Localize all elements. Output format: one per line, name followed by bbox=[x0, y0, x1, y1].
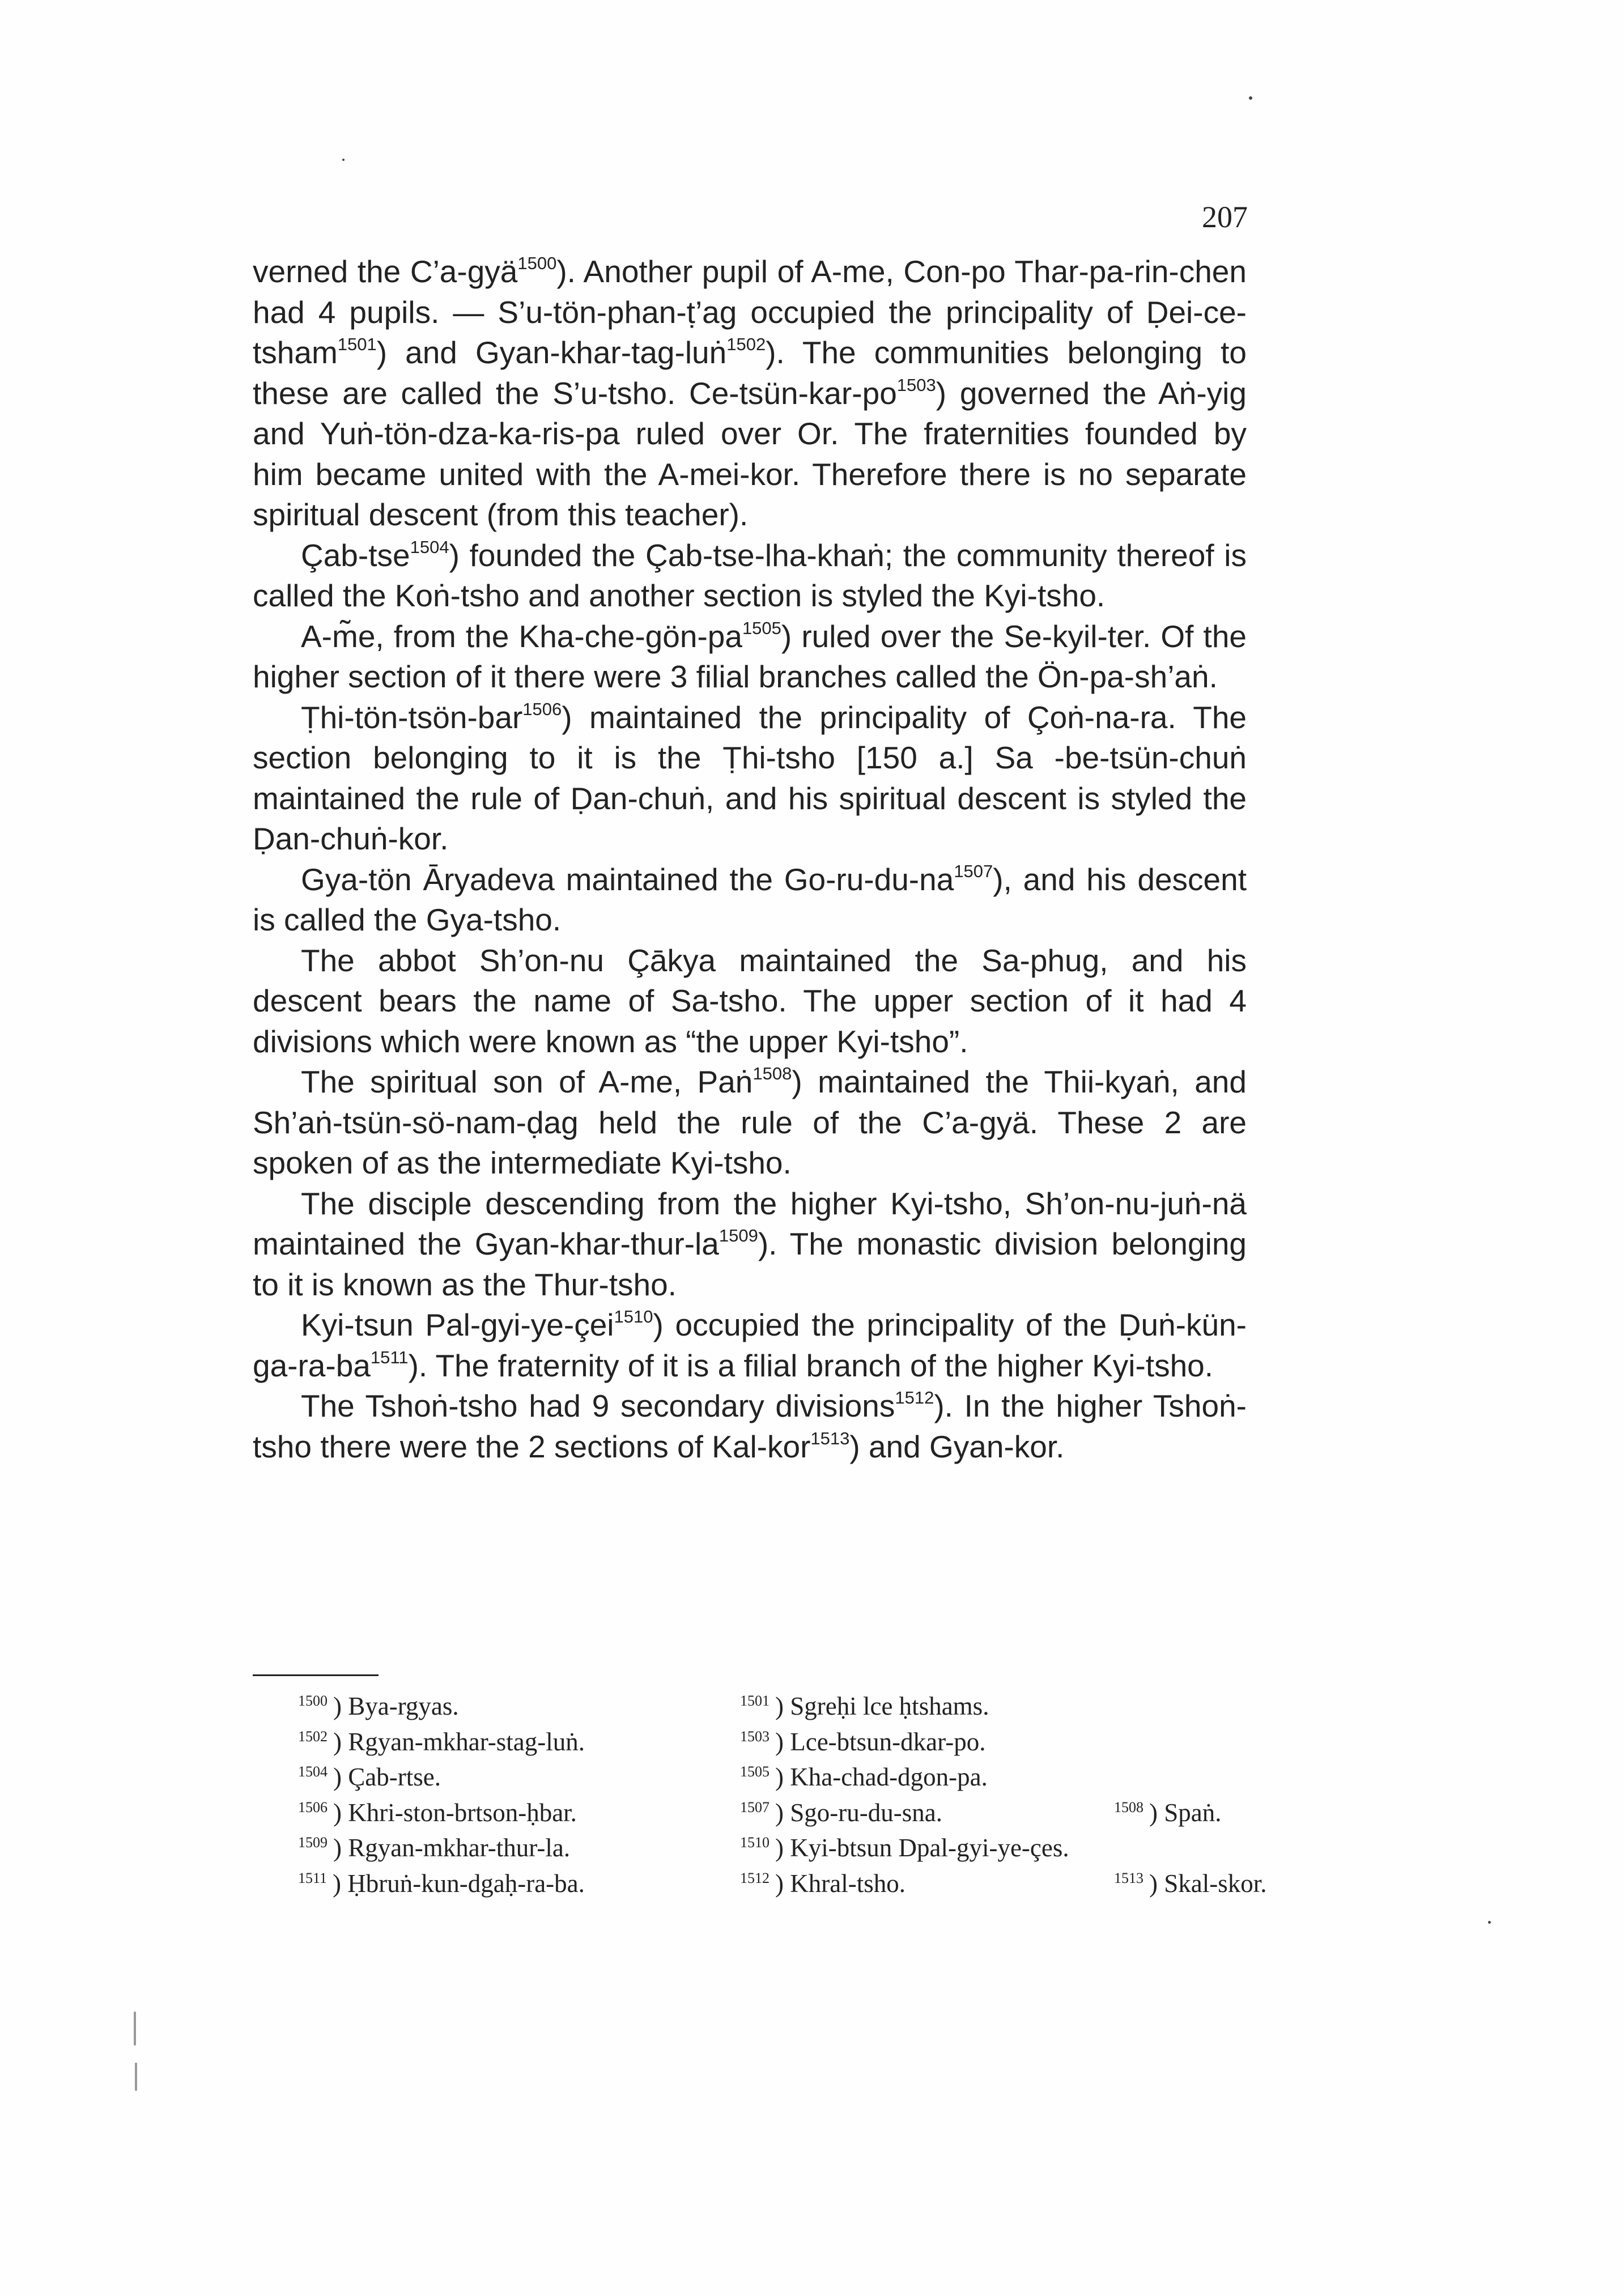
text-segment: ). The monastic division belonging to it is known as the Thur-tsho. bbox=[253, 1226, 1247, 1302]
text-segment: Çab-tse bbox=[301, 537, 410, 573]
footnote-number: 1501 bbox=[740, 1693, 770, 1709]
text-segment: The abbot Sh’on-nu Çākya maintained the Sa-phug, and his descent bears the name of Sa-tsho. The upper section of it had 4 divisions which were known as “the upper Kyi-tsho”. bbox=[253, 942, 1247, 1059]
footnote-text: Ḥbruṅ-kun-dgaḥ-ra-ba. bbox=[347, 1869, 585, 1898]
footnote-paren: ) bbox=[1149, 1869, 1164, 1898]
paragraph bbox=[253, 535, 1247, 616]
footnote bbox=[298, 1759, 740, 1795]
paragraph bbox=[253, 698, 1247, 860]
page-number: 207 bbox=[1202, 200, 1248, 234]
footnote-marker: 1509 bbox=[719, 1226, 758, 1245]
footnote-text: Khri-ston-brtson-ḥbar. bbox=[348, 1798, 577, 1827]
paragraph bbox=[253, 616, 1247, 698]
footnote-paren: ) bbox=[775, 1869, 790, 1898]
text-segment: verned the C’a-gyä bbox=[253, 254, 518, 289]
footnote-divider bbox=[253, 1674, 379, 1676]
footnote-text: Sgreḥi lce ḥtshams. bbox=[790, 1692, 989, 1720]
footnote-number: 1513 bbox=[1114, 1869, 1143, 1886]
footnote-text: Kha-chad-dgon-pa. bbox=[790, 1763, 988, 1791]
footnote-number: 1508 bbox=[1114, 1798, 1143, 1815]
footnote-paren: ) bbox=[333, 1834, 348, 1862]
text-segment: Gya-tön Āryadeva maintained the Go-ru-du-na bbox=[301, 861, 954, 897]
footnote-text: Kyi-btsun Dpal-gyi-ye-çes. bbox=[790, 1834, 1069, 1862]
footnote-marker: 1505 bbox=[742, 618, 781, 638]
text-segment: ). In the higher Tshoṅ-tsho there were the 2 sections of Kal-kor bbox=[253, 1388, 1247, 1464]
footnote bbox=[740, 1830, 1114, 1866]
scan-speck bbox=[1249, 96, 1252, 100]
footnote-text: Bya-rgyas. bbox=[348, 1692, 459, 1720]
text-segment: ) and Gyan-khar-tag-luṅ bbox=[376, 335, 727, 370]
footnote-row bbox=[298, 1866, 1267, 1902]
footnote-text: Sgo-ru-du-sna. bbox=[790, 1798, 942, 1827]
footnote-number: 1504 bbox=[298, 1763, 328, 1780]
footnote-paren: ) bbox=[775, 1798, 790, 1827]
paragraph bbox=[253, 1386, 1247, 1467]
footnote-number: 1509 bbox=[298, 1834, 328, 1851]
footnote-row bbox=[298, 1689, 1250, 1724]
footnote-number: 1510 bbox=[740, 1834, 770, 1851]
footnote-number: 1505 bbox=[740, 1763, 770, 1780]
text-segment: ) governed the Aṅ-yig and Yuṅ-tön-dza-ka-ris-pa ruled over Or. The fraternities founded by him became united with the A-mei-kor. Therefore there is no separate spiritual descent (from this teacher). bbox=[253, 375, 1247, 532]
footnote-paren: ) bbox=[775, 1692, 790, 1720]
text-segment: A-m̃e, from the Kha-che-gön-pa bbox=[301, 618, 742, 654]
footnote bbox=[298, 1830, 740, 1866]
footnote bbox=[298, 1689, 740, 1724]
footnote bbox=[740, 1866, 1114, 1902]
text-segment: ) ruled over the Se-kyil-ter. Of the higher section of it there were 3 filial branches called the Ön-pa-sh’aṅ. bbox=[253, 618, 1247, 694]
paragraph bbox=[253, 1062, 1247, 1184]
footnote-number: 1506 bbox=[298, 1798, 328, 1815]
footnote-paren: ) bbox=[1149, 1798, 1164, 1827]
text-segment: ). The communities belonging to these are called the S’u-tsho. Ce-tsün-kar-po bbox=[253, 335, 1247, 411]
footnotes bbox=[298, 1689, 1267, 1901]
footnote-paren: ) bbox=[333, 1727, 348, 1756]
text-segment: ) occupied the principality of the Ḍuṅ-kün-ga-ra-ba bbox=[253, 1307, 1247, 1383]
footnote bbox=[298, 1795, 740, 1831]
footnote-marker: 1506 bbox=[522, 699, 562, 719]
footnote bbox=[740, 1724, 1114, 1760]
footnote-marker: 1510 bbox=[614, 1307, 653, 1326]
footnote-paren: ) bbox=[775, 1834, 790, 1862]
scan-speck bbox=[342, 159, 345, 161]
scan-mark bbox=[135, 2063, 137, 2091]
footnote-paren: ) bbox=[775, 1763, 790, 1791]
footnote-marker: 1504 bbox=[410, 537, 449, 557]
paragraph bbox=[253, 252, 1247, 535]
text-segment: ). The fraternity of it is a filial branch of the higher Kyi-tsho. bbox=[408, 1347, 1214, 1383]
footnote-text: Lce-btsun-dkar-po. bbox=[790, 1727, 986, 1756]
footnote-number: 1502 bbox=[298, 1728, 328, 1745]
text-segment: ), and his descent is called the Gya-tsho. bbox=[253, 861, 1247, 937]
text-segment: The disciple descending from the higher Kyi-tsho, Sh’on-nu-juṅ-nä maintained the Gyan-khar-thur-la bbox=[253, 1185, 1247, 1261]
footnote-marker: 1511 bbox=[370, 1347, 409, 1367]
body-text bbox=[253, 252, 1247, 1467]
footnote-marker: 1508 bbox=[753, 1064, 792, 1083]
footnote-row bbox=[298, 1830, 1250, 1866]
footnote-text: Rgyan-mkhar-thur-la. bbox=[348, 1834, 571, 1862]
footnote-text: Rgyan-mkhar-stag-luṅ. bbox=[348, 1727, 585, 1756]
footnote-text: Çab-rtse. bbox=[348, 1763, 441, 1791]
footnote bbox=[298, 1866, 740, 1902]
footnote-row bbox=[298, 1724, 1250, 1760]
text-segment: ) founded the Çab-tse-lha-khaṅ; the community thereof is called the Koṅ-tsho and another section is styled the Kyi-tsho. bbox=[253, 537, 1247, 613]
text-segment: Kyi-tsun Pal-gyi-ye-çei bbox=[301, 1307, 614, 1342]
footnote-number: 1500 bbox=[298, 1693, 328, 1709]
footnote-row bbox=[298, 1795, 1250, 1831]
text-segment: The spiritual son of A-me, Paṅ bbox=[301, 1064, 753, 1099]
paragraph bbox=[253, 941, 1247, 1062]
scan-mark bbox=[134, 2012, 136, 2046]
footnote-number: 1512 bbox=[740, 1869, 770, 1886]
paragraph bbox=[253, 860, 1247, 941]
footnote-number: 1503 bbox=[740, 1728, 770, 1745]
text-segment: ) maintained the Thii-kyaṅ, and Sh’aṅ-tsün-sö-nam-ḍag held the rule of the C’a-gyä. These 2 are spoken of as the intermediate Kyi-tsho. bbox=[253, 1064, 1247, 1180]
footnote bbox=[740, 1689, 1114, 1724]
paragraph bbox=[253, 1305, 1247, 1386]
footnote-marker: 1513 bbox=[810, 1428, 850, 1448]
footnote-text: Skal-skor. bbox=[1164, 1869, 1267, 1898]
footnote-marker: 1501 bbox=[337, 334, 377, 354]
text-segment: ). Another pupil of A-me, Con-po Thar-pa-rin-chen had 4 pupils. — S’u-tön-phan-ṭ’ag occupied the principality of Ḍei-ce-tsham bbox=[253, 254, 1247, 370]
footnote bbox=[298, 1724, 740, 1760]
footnote-text: Khral-tsho. bbox=[790, 1869, 905, 1898]
footnote-text: Spaṅ. bbox=[1164, 1798, 1222, 1827]
footnote-number: 1511 bbox=[298, 1869, 328, 1886]
scan-speck bbox=[1488, 1921, 1491, 1924]
footnote-paren: ) bbox=[333, 1798, 348, 1827]
footnote-marker: 1502 bbox=[726, 334, 766, 354]
text-segment: Ṭhi-tön-tsön-bar bbox=[301, 699, 523, 735]
text-segment: The Tshoṅ-tsho had 9 secondary divisions bbox=[301, 1388, 895, 1423]
footnote-paren: ) bbox=[333, 1869, 348, 1898]
footnote-marker: 1500 bbox=[517, 253, 557, 273]
text-segment: ) maintained the principality of Çoṅ-na-ra. The section belonging to it is the Ṭhi-tsho [150 a.] Sa -be-tsün-chuṅ maintained the rule of Ḍan-chuṅ, and his spiritual descent is styled the Ḍan-chuṅ-kor. bbox=[253, 699, 1247, 856]
footnote-paren: ) bbox=[333, 1763, 348, 1791]
footnote-marker: 1507 bbox=[954, 861, 993, 881]
footnote-marker: 1512 bbox=[895, 1388, 934, 1408]
footnote-row bbox=[298, 1759, 1250, 1795]
footnote bbox=[1114, 1866, 1267, 1902]
footnote bbox=[1114, 1795, 1250, 1831]
footnote bbox=[740, 1759, 1114, 1795]
text-segment: ) and Gyan-kor. bbox=[849, 1428, 1065, 1464]
footnote-paren: ) bbox=[333, 1692, 348, 1720]
footnote-number: 1507 bbox=[740, 1798, 770, 1815]
footnote-paren: ) bbox=[775, 1727, 790, 1756]
footnote-marker: 1503 bbox=[896, 375, 936, 395]
footnote bbox=[740, 1795, 1114, 1831]
paragraph bbox=[253, 1184, 1247, 1306]
